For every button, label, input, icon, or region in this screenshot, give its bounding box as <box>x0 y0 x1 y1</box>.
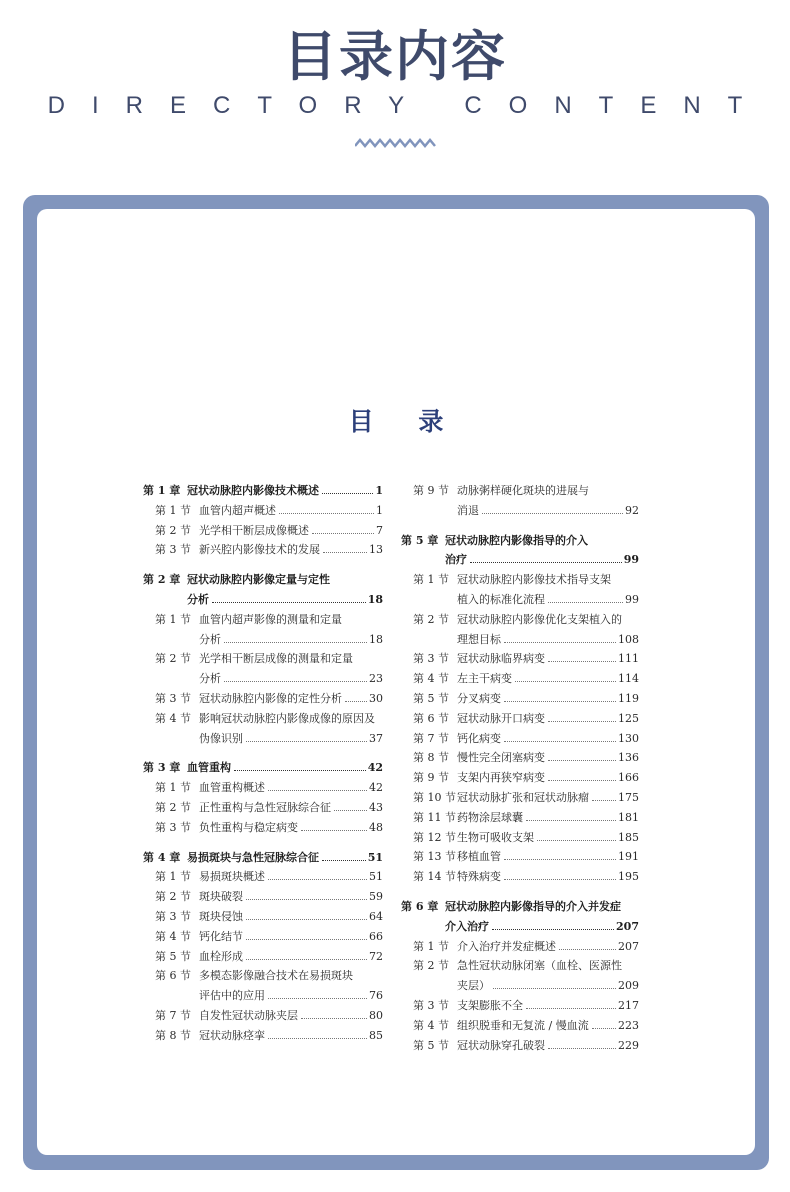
toc-line <box>143 947 383 967</box>
toc-page-number: 130 <box>618 731 639 745</box>
toc-leader-dots <box>268 879 367 880</box>
toc-line <box>143 867 383 887</box>
toc-number: 第 10 节 <box>413 790 456 804</box>
toc-title-text: 正性重构与急性冠脉综合征 <box>199 800 331 814</box>
toc-page-number: 18 <box>367 592 383 606</box>
toc-section <box>143 610 383 650</box>
toc-page-number: 175 <box>618 790 639 804</box>
toc-section <box>401 788 639 808</box>
toc-title-text: 左主干病变 <box>457 672 512 686</box>
toc-line <box>401 649 639 669</box>
toc-section <box>143 818 383 838</box>
toc-title-text: 斑块侵蚀 <box>199 909 243 923</box>
toc-line <box>401 808 639 828</box>
toc-line <box>401 748 639 768</box>
toc-title-text: 支架内再狭窄病变 <box>457 771 545 785</box>
toc-number: 第 2 节 <box>155 800 191 814</box>
toc-line <box>143 778 383 798</box>
toc-leader-dots <box>470 562 622 563</box>
toc-leader-dots <box>268 790 367 791</box>
toc-title-text: 血管内超声影像的测量和定量 <box>199 612 342 626</box>
toc-section <box>401 481 639 521</box>
toc-number: 第 11 节 <box>413 810 456 824</box>
toc-number: 第 8 节 <box>413 751 449 765</box>
toc-line <box>143 1026 383 1046</box>
toc-number: 第 2 节 <box>413 612 449 626</box>
toc-section <box>143 689 383 709</box>
toc-number: 第 2 节 <box>155 652 191 666</box>
toc-line <box>401 976 639 996</box>
toc-leader-dots <box>493 988 616 989</box>
toc-line <box>401 956 639 976</box>
toc-leader-dots <box>492 929 614 930</box>
toc-line <box>401 590 639 610</box>
toc-number: 第 2 章 <box>143 573 181 587</box>
toc-leader-dots <box>548 661 616 662</box>
toc-number: 第 2 节 <box>155 523 191 537</box>
toc-line <box>143 481 383 501</box>
toc-section <box>401 937 639 957</box>
toc-line <box>401 847 639 867</box>
toc-chapter <box>143 481 383 501</box>
toc-section <box>401 669 639 689</box>
toc-section <box>143 709 383 749</box>
toc-title-text: 支架膨胀不全 <box>457 998 523 1012</box>
toc-leader-dots <box>592 800 616 801</box>
toc-title-text: 光学相干断层成像的测量和定量 <box>199 652 353 666</box>
toc-section <box>143 947 383 967</box>
toc-title-text: 药物涂层球囊 <box>457 810 523 824</box>
toc-line <box>401 1036 639 1056</box>
toc-line <box>143 818 383 838</box>
toc-number: 第 6 节 <box>155 969 191 983</box>
toc-title-text: 伪像识别 <box>199 731 243 745</box>
toc-line <box>143 729 383 749</box>
toc-line <box>143 610 383 630</box>
toc-page-number: 13 <box>369 543 383 557</box>
toc-section <box>143 887 383 907</box>
toc-page-number: 99 <box>625 592 639 606</box>
toc-line <box>143 758 383 778</box>
toc-title-text: 血管重构 <box>187 761 231 775</box>
toc-leader-dots <box>345 701 367 702</box>
toc-section <box>143 649 383 689</box>
toc-title-text: 易损斑块与急性冠脉综合征 <box>187 850 319 864</box>
toc-title-text: 负性重构与稳定病变 <box>199 820 298 834</box>
toc-leader-dots <box>334 810 367 811</box>
toc-leader-dots <box>548 780 616 781</box>
toc-section <box>143 1006 383 1026</box>
toc-leader-dots <box>246 959 367 960</box>
toc-page-number: 229 <box>618 1038 639 1052</box>
toc-number: 第 1 章 <box>143 484 181 497</box>
toc-section <box>401 996 639 1016</box>
toc-number: 第 3 节 <box>155 691 191 705</box>
toc-page-number: 23 <box>369 672 383 686</box>
toc-page <box>37 209 755 1155</box>
toc-title-text: 影响冠状动脉腔内影像成像的原因及 <box>199 711 375 725</box>
toc-number: 第 4 节 <box>155 711 191 725</box>
toc-number: 第 3 节 <box>155 909 191 923</box>
toc-title-text: 冠状动脉腔内影像定量与定性 <box>187 573 330 587</box>
toc-number: 第 12 节 <box>413 830 456 844</box>
toc-frame <box>23 195 769 1170</box>
toc-title-text: 植入的标准化流程 <box>457 592 545 606</box>
toc-section <box>143 907 383 927</box>
toc-leader-dots <box>312 533 374 534</box>
toc-number: 第 14 节 <box>413 870 456 884</box>
toc-section <box>401 570 639 610</box>
page-subtitle: DIRECTORY CONTENT <box>47 92 770 119</box>
toc-number: 第 8 节 <box>155 1028 191 1042</box>
toc-number: 第 4 章 <box>143 850 181 864</box>
toc-number: 第 5 节 <box>413 691 449 705</box>
toc-title-text: 分析 <box>199 672 221 686</box>
toc-page-number: 48 <box>369 820 383 834</box>
toc-number: 第 1 节 <box>155 870 191 884</box>
toc-line <box>143 501 383 521</box>
toc-column-left <box>143 481 383 1046</box>
toc-line <box>401 917 639 937</box>
toc-title-text: 组织脱垂和无复流 / 慢血流 <box>457 1018 589 1032</box>
toc-number: 第 3 节 <box>155 820 191 834</box>
toc-section <box>401 956 639 996</box>
toc-number: 第 1 节 <box>155 781 191 795</box>
toc-number: 第 13 节 <box>413 850 456 864</box>
toc-line <box>401 531 639 551</box>
toc-leader-dots <box>301 1018 367 1019</box>
toc-page-number: 114 <box>618 672 639 686</box>
toc-section <box>401 1016 639 1036</box>
toc-title-text: 慢性完全闭塞病变 <box>457 751 545 765</box>
toc-line <box>143 907 383 927</box>
toc-title-text: 光学相干断层成像概述 <box>199 523 309 537</box>
toc-page-number: 42 <box>369 781 383 795</box>
toc-title-text: 急性冠状动脉闭塞（血栓、医源性 <box>457 959 622 973</box>
toc-line <box>401 729 639 749</box>
toc-leader-dots <box>504 879 616 880</box>
toc-line <box>401 937 639 957</box>
toc-number: 第 5 章 <box>401 533 439 547</box>
toc-line <box>401 669 639 689</box>
toc-leader-dots <box>548 760 616 761</box>
toc-line <box>401 689 639 709</box>
toc-number: 第 3 节 <box>413 998 449 1012</box>
toc-section <box>143 867 383 887</box>
toc-title-text: 冠状动脉扩张和冠状动脉瘤 <box>457 790 589 804</box>
toc-title-text: 生物可吸收支架 <box>457 830 534 844</box>
toc-line <box>143 649 383 669</box>
toc-page-number: 64 <box>369 909 383 923</box>
toc-page-number: 223 <box>618 1018 639 1032</box>
toc-page-number: 37 <box>369 731 383 745</box>
toc-line <box>143 887 383 907</box>
toc-page-number: 195 <box>618 870 639 884</box>
toc-leader-dots <box>246 939 367 940</box>
toc-page-number: 72 <box>369 949 383 963</box>
toc-page-number: 51 <box>369 870 383 884</box>
toc-line <box>401 768 639 788</box>
toc-section <box>401 847 639 867</box>
toc-line <box>401 610 639 630</box>
toc-title-text: 介入治疗 <box>445 919 489 933</box>
toc-number: 第 5 节 <box>413 1038 449 1052</box>
toc-title-text: 治疗 <box>445 553 467 567</box>
toc-chapter <box>143 570 383 610</box>
toc-page-number: 209 <box>618 979 639 993</box>
toc-page-number: 30 <box>369 691 383 705</box>
toc-title-text: 冠状动脉穿孔破裂 <box>457 1038 545 1052</box>
toc-leader-dots <box>548 721 616 722</box>
toc-leader-dots <box>504 859 616 860</box>
toc-title-text: 新兴腔内影像技术的发展 <box>199 543 320 557</box>
toc-title-text: 血栓形成 <box>199 949 243 963</box>
toc-number: 第 1 节 <box>155 503 191 517</box>
toc-section <box>401 1036 639 1056</box>
toc-page-number: 125 <box>618 711 639 725</box>
toc-line <box>401 501 639 521</box>
toc-leader-dots <box>504 741 616 742</box>
toc-number: 第 5 节 <box>155 949 191 963</box>
toc-leader-dots <box>322 860 366 861</box>
toc-title-text: 分析 <box>199 632 221 646</box>
toc-leader-dots <box>301 830 367 831</box>
toc-leader-dots <box>268 998 367 999</box>
toc-page-number: 185 <box>618 830 639 844</box>
toc-line <box>401 630 639 650</box>
toc-line <box>401 828 639 848</box>
toc-page-number: 166 <box>618 771 639 785</box>
toc-title-text: 冠状动脉开口病变 <box>457 711 545 725</box>
toc-line <box>143 669 383 689</box>
toc-page-number: 207 <box>616 919 639 933</box>
toc-page-number: 217 <box>618 998 639 1012</box>
toc-line <box>401 897 639 917</box>
toc-page-number: 108 <box>618 632 639 646</box>
toc-number: 第 4 节 <box>413 672 449 686</box>
toc-title-text: 评估中的应用 <box>199 989 265 1003</box>
toc-leader-dots <box>526 1008 616 1009</box>
toc-page-number: 119 <box>618 691 639 705</box>
toc-line <box>143 1006 383 1026</box>
toc-chapter <box>401 897 639 937</box>
toc-title-text: 分析 <box>187 592 209 606</box>
toc-page-number: 18 <box>369 632 383 646</box>
toc-title-text: 钙化结节 <box>199 929 243 943</box>
toc-page-number: 191 <box>618 850 639 864</box>
toc-section <box>401 768 639 788</box>
toc-section <box>401 610 639 650</box>
toc-title-text: 自发性冠状动脉夹层 <box>199 1008 298 1022</box>
toc-column-right <box>401 481 639 1055</box>
toc-page-number: 42 <box>367 761 383 775</box>
toc-leader-dots <box>504 642 616 643</box>
toc-number: 第 2 节 <box>413 959 449 973</box>
toc-title-text: 分叉病变 <box>457 691 501 705</box>
toc-leader-dots <box>322 493 373 494</box>
toc-number: 第 1 节 <box>413 573 449 587</box>
toc-line <box>401 481 639 501</box>
toc-leader-dots <box>224 642 367 643</box>
toc-chapter <box>143 758 383 778</box>
toc-section <box>401 748 639 768</box>
toc-page-number: 111 <box>618 652 639 666</box>
toc-page-number: 1 <box>375 484 383 497</box>
toc-title-text: 多模态影像融合技术在易损斑块 <box>199 969 353 983</box>
toc-title-text: 冠状动脉痉挛 <box>199 1028 265 1042</box>
toc-leader-dots <box>515 681 616 682</box>
toc-page-number: 181 <box>618 810 639 824</box>
toc-leader-dots <box>268 1038 367 1039</box>
toc-title-text: 移植血管 <box>457 850 501 864</box>
toc-title-text: 特殊病变 <box>457 870 501 884</box>
toc-number: 第 4 节 <box>155 929 191 943</box>
toc-title-text: 冠状动脉腔内影像技术指导支架 <box>457 573 611 587</box>
toc-section <box>401 729 639 749</box>
toc-line <box>143 590 383 610</box>
toc-number: 第 9 节 <box>413 484 449 497</box>
toc-leader-dots <box>246 741 367 742</box>
toc-page-number: 85 <box>369 1028 383 1042</box>
toc-title-text: 冠状动脉腔内影像技术概述 <box>187 484 319 497</box>
toc-section <box>401 867 639 887</box>
toc-number: 第 4 节 <box>413 1018 449 1032</box>
toc-line <box>143 521 383 541</box>
toc-page-number: 59 <box>369 890 383 904</box>
toc-page-number: 99 <box>623 553 639 567</box>
toc-leader-dots <box>504 701 616 702</box>
toc-number: 第 7 节 <box>413 731 449 745</box>
toc-section <box>143 778 383 798</box>
toc-page-number: 207 <box>618 939 639 953</box>
toc-leader-dots <box>212 602 366 603</box>
toc-section <box>143 521 383 541</box>
toc-line <box>143 689 383 709</box>
toc-page-number: 66 <box>369 929 383 943</box>
toc-number: 第 7 节 <box>155 1008 191 1022</box>
toc-line <box>401 709 639 729</box>
toc-leader-dots <box>224 681 367 682</box>
toc-leader-dots <box>526 820 616 821</box>
toc-leader-dots <box>279 513 374 514</box>
toc-title-text: 冠状动脉腔内影像优化支架植入的 <box>457 612 622 626</box>
toc-line <box>401 1016 639 1036</box>
toc-leader-dots <box>323 552 367 553</box>
toc-leader-dots <box>537 840 616 841</box>
toc-title-text: 钙化病变 <box>457 731 501 745</box>
toc-line <box>143 570 383 590</box>
toc-title-text: 消退 <box>457 503 479 517</box>
page-title: 目录内容 <box>283 25 507 88</box>
toc-title-text: 夹层） <box>457 979 490 993</box>
toc-leader-dots <box>548 1048 616 1049</box>
toc-leader-dots <box>246 899 367 900</box>
toc-page-number: 80 <box>369 1008 383 1022</box>
toc-page-number: 136 <box>618 751 639 765</box>
toc-title-text: 易损斑块概述 <box>199 870 265 884</box>
toc-leader-dots <box>592 1028 616 1029</box>
toc-line <box>401 550 639 570</box>
toc-line <box>143 709 383 729</box>
toc-title-text: 血管重构概述 <box>199 781 265 795</box>
toc-title-text: 介入治疗并发症概述 <box>457 939 556 953</box>
toc-section <box>401 808 639 828</box>
toc-number: 第 6 章 <box>401 899 439 913</box>
toc-line <box>401 996 639 1016</box>
toc-page-number: 92 <box>625 503 639 517</box>
toc-chapter <box>401 531 639 571</box>
toc-leader-dots <box>482 513 623 514</box>
toc-number: 第 6 节 <box>413 711 449 725</box>
toc-leader-dots <box>559 949 616 950</box>
toc-line <box>143 848 383 868</box>
wave-ornament-icon <box>355 136 437 150</box>
toc-section <box>401 689 639 709</box>
toc-page-number: 51 <box>367 850 383 864</box>
toc-number: 第 2 节 <box>155 890 191 904</box>
toc-title-text: 冠状动脉腔内影像指导的介入 <box>445 533 588 547</box>
toc-section <box>143 540 383 560</box>
toc-page-number: 43 <box>369 800 383 814</box>
toc-line <box>143 540 383 560</box>
toc-title-text: 动脉粥样硬化斑块的进展与 <box>457 484 589 497</box>
toc-page-number: 1 <box>376 503 383 517</box>
toc-line <box>143 966 383 986</box>
toc-leader-dots <box>548 602 623 603</box>
toc-line <box>143 798 383 818</box>
toc-page-number: 7 <box>376 523 383 537</box>
toc-section <box>143 1026 383 1046</box>
toc-line <box>143 986 383 1006</box>
toc-number: 第 1 节 <box>155 612 191 626</box>
toc-leader-dots <box>234 770 366 771</box>
toc-title-text: 理想目标 <box>457 632 501 646</box>
toc-number: 第 1 节 <box>413 939 449 953</box>
toc-section <box>401 649 639 669</box>
toc-chapter <box>143 848 383 868</box>
toc-line <box>401 867 639 887</box>
toc-section <box>401 828 639 848</box>
toc-number: 第 9 节 <box>413 771 449 785</box>
toc-number: 第 3 节 <box>413 652 449 666</box>
toc-line <box>401 570 639 590</box>
toc-title-text: 冠状动脉腔内影像的定性分析 <box>199 691 342 705</box>
toc-section <box>143 927 383 947</box>
toc-line <box>401 788 639 808</box>
toc-title-text: 斑块破裂 <box>199 890 243 904</box>
toc-line <box>143 630 383 650</box>
toc-number: 第 3 章 <box>143 761 181 775</box>
toc-number: 第 3 节 <box>155 543 191 557</box>
toc-title-text: 血管内超声概述 <box>199 503 276 517</box>
toc-section <box>401 709 639 729</box>
toc-page-number: 76 <box>369 989 383 1003</box>
toc-leader-dots <box>246 919 367 920</box>
toc-section <box>143 501 383 521</box>
toc-title-text: 冠状动脉临界病变 <box>457 652 545 666</box>
toc-section <box>143 966 383 1006</box>
toc-section <box>143 798 383 818</box>
toc-title-text: 冠状动脉腔内影像指导的介入并发症 <box>445 899 621 913</box>
toc-line <box>143 927 383 947</box>
toc-heading: 目 录 <box>348 407 462 436</box>
